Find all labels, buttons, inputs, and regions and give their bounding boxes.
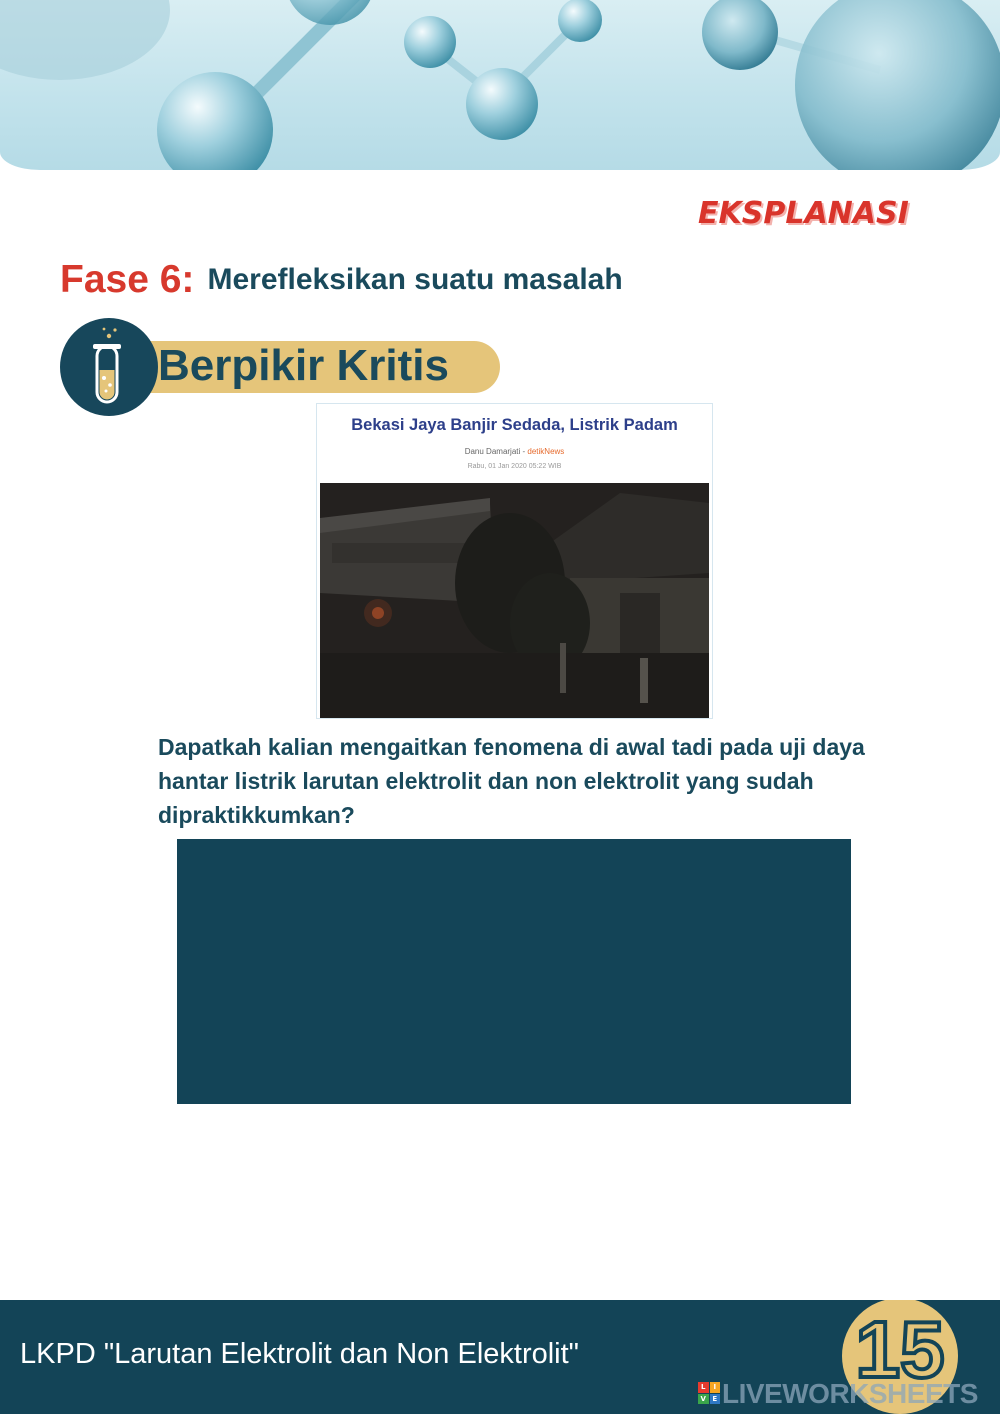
footer-bar — [0, 1300, 1000, 1414]
phase-heading — [60, 258, 623, 302]
question-text: Dapatkah kalian mengaitkan fenomena di awal tadi pada uji daya hantar listrik larutan elektrolit dan non elektrolit yang sudah dipraktikkumkan? — [158, 734, 865, 828]
logo-letter: I — [710, 1382, 721, 1393]
news-byline — [317, 447, 712, 456]
logo-letter: E — [710, 1394, 721, 1405]
activity-label: Berpikir Kritis — [158, 341, 449, 390]
blackout-street-photo — [320, 483, 709, 719]
news-clipping — [316, 403, 713, 719]
answer-input[interactable] — [177, 839, 851, 1104]
molecule-image — [0, 0, 1000, 170]
header-banner — [0, 0, 1000, 170]
logo-letter: V — [698, 1394, 709, 1405]
footer-title: LKPD "Larutan Elektrolit dan Non Elektrolit" — [20, 1338, 579, 1370]
liveworksheets-logo-icon — [698, 1382, 720, 1404]
news-headline: Bekasi Jaya Banjir Sedada, Listrik Padam — [351, 416, 678, 434]
page-number: 15 — [855, 1305, 945, 1394]
news-byline-separator: - — [520, 447, 528, 456]
logo-letter: L — [698, 1382, 709, 1393]
activity-icon-badge — [60, 318, 158, 416]
news-photo — [320, 483, 709, 719]
test-tube-icon — [60, 318, 158, 416]
news-date: Rabu, 01 Jan 2020 05:22 WIB — [467, 463, 562, 470]
news-source: detikNews — [527, 447, 565, 456]
news-author: Danu Damarjati — [464, 447, 521, 456]
liveworksheets-watermark: LIVEWORKSHEETS — [722, 1378, 978, 1409]
phase-label: Fase 6: — [60, 258, 195, 301]
phase-title: Merefleksikan suatu masalah — [207, 263, 623, 296]
section-tag: EKSPLANASI — [698, 196, 909, 231]
